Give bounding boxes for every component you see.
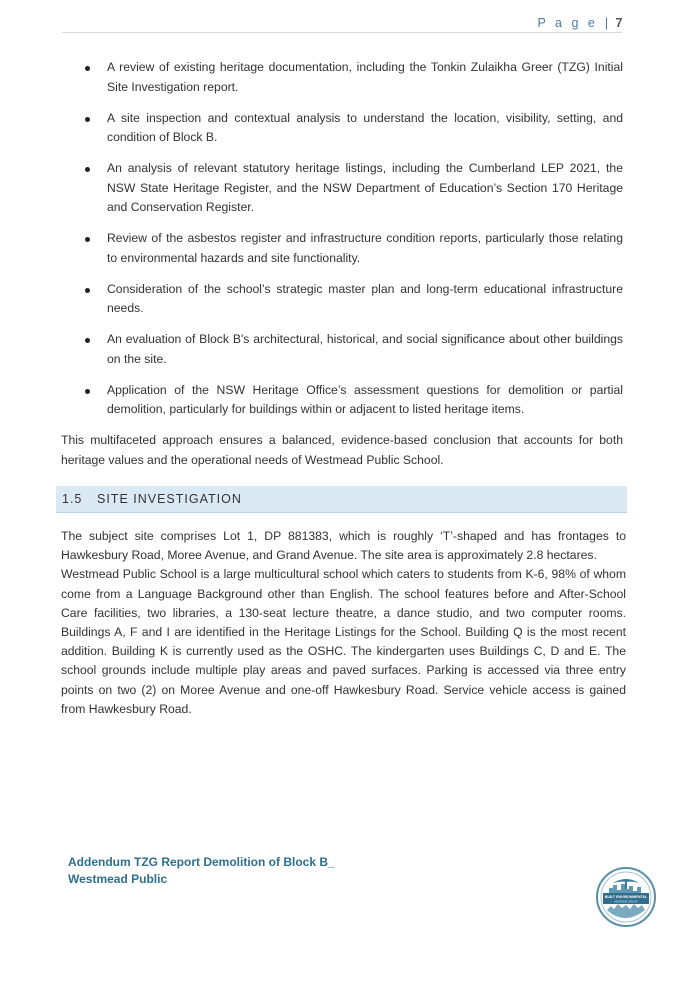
bullet-text: An analysis of relevant statutory heritage listings, including the Cumberland LEP 2021, the NSW State Heritage Register, and the NSW Department of Education’s Section 170 Heritage and Conservation Register. [107,161,623,214]
site-paragraph: Westmead Public School is a large multicultural school which caters to students from K-6, 98% of whom come from a Language Background other than English. The school features before and After-School Care facilities, two libraries, a 130-seat lecture theatre, a dance studio, and two computer rooms. Buildings A, F and I are identified in the Heritage Listings for the School. Building Q is the most recent addition. Building K is currently used as the OSHC. The kindergarten uses Buildings C, D and E. The school grounds include multiple play areas and paved surfaces. Parking is accessed via three entry points on two (2) on Moree Avenue and one-off Hawkesbury Road. Service vehicle access is gained from Hawkesbury Road. [61,567,626,716]
site-paragraph: The subject site comprises Lot 1, DP 881383, which is roughly ‘T’-shaped and has frontages to Hawkesbury Road, Moree Avenue, and Grand Avenue. The site area is approximately 2.8 hectares. [61,529,626,563]
section-title: SITE INVESTIGATION [97,492,242,506]
method-bullet-list [61,58,623,420]
bullet-icon [85,389,90,394]
bullet-text: Consideration of the school’s strategic master plan and long-term educational infrastructure needs. [107,281,623,315]
section-heading [56,486,627,513]
page-number [537,16,623,30]
list-item [61,229,623,268]
page-label: P a g e [537,16,598,30]
site-investigation-text [61,527,626,719]
page-separator: | [604,16,609,30]
footer-line: Addendum TZG Report Demolition of Block B_ [68,855,335,869]
bullet-icon [85,237,90,242]
bullet-icon [85,288,90,293]
logo-text: BUILT ENVIRONMENTAL [604,895,648,899]
list-item [61,280,623,319]
bullet-text: An evaluation of Block B's architectural, historical, and social significance about other buildings on the site. [107,332,623,366]
bullet-icon [85,167,90,172]
summary-paragraph: This multifaceted approach ensures a balanced, evidence-based conclusion that accounts for both heritage values and the operational needs of Westmead Public School. [61,433,623,467]
header-divider [62,32,622,33]
footer-line: Westmead Public [68,872,168,886]
logo-subtext: HERITAGE GROUP [614,900,638,904]
list-item [61,330,623,369]
bullet-icon [85,66,90,71]
bullet-text: A site inspection and contextual analysis to understand the location, visibility, setting, and condition of Block B. [107,110,623,144]
list-item [61,381,623,420]
footer-document-title [68,854,335,888]
bullet-text: Application of the NSW Heritage Office’s assessment questions for demolition or partial demolition, particularly for buildings within or adjacent to listed heritage items. [107,382,623,416]
method-content [61,58,623,470]
list-item [61,58,623,97]
bullet-text: A review of existing heritage documentation, including the Tonkin Zulaikha Greer (TZG) Initial Site Investigation report. [107,60,623,94]
built-environmental-heritage-logo [595,866,657,928]
bullet-icon [85,338,90,343]
section-number: 1.5 [62,492,83,506]
bullet-text: Review of the asbestos register and infrastructure condition reports, particularly those relating to environmental hazards and site functionality. [107,231,623,265]
page-number-value: 7 [615,16,623,30]
list-item [61,109,623,148]
bullet-icon [85,117,90,122]
list-item [61,159,623,218]
